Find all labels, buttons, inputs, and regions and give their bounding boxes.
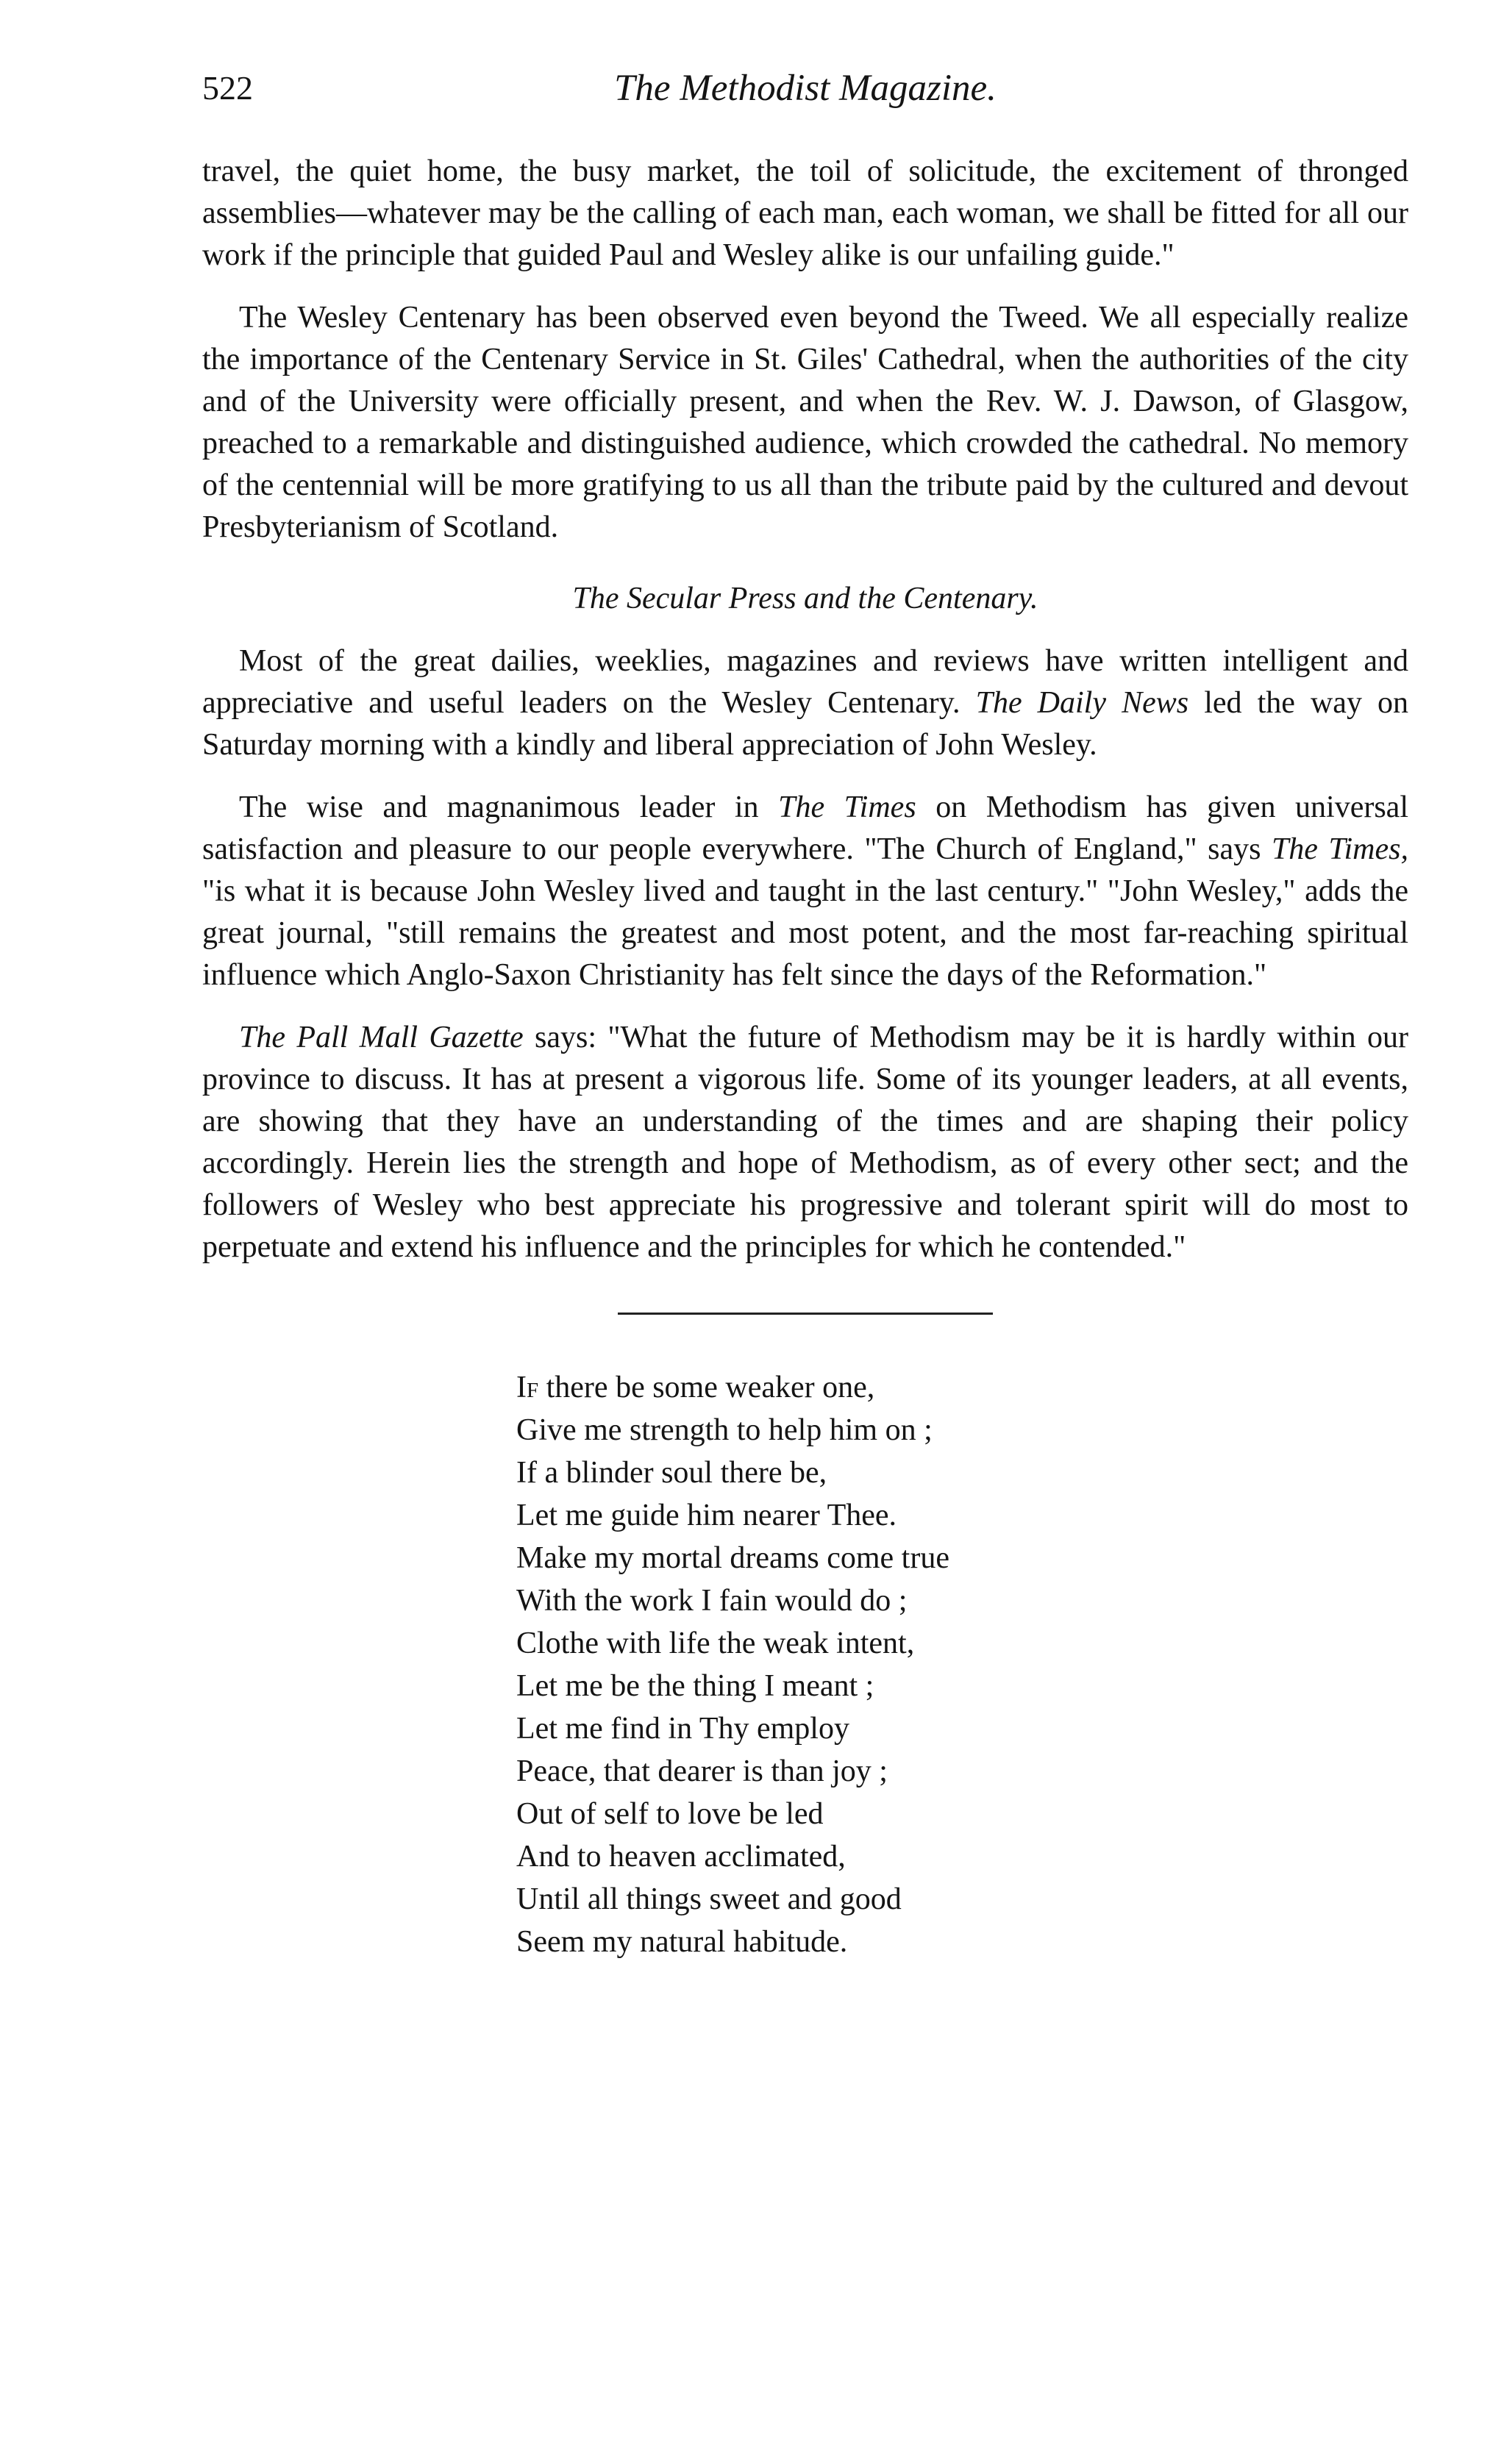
poem-initial-word: If bbox=[516, 1371, 539, 1404]
paragraph-text: led the way on Saturday morning with a kindly and liberal appreciation of John Wesley. bbox=[202, 686, 1409, 762]
paragraph-the-times bbox=[202, 787, 1408, 996]
publication-title: The Times bbox=[778, 790, 916, 824]
running-title: The Methodist Magazine. bbox=[614, 68, 997, 109]
publication-title: The Daily News bbox=[975, 686, 1189, 720]
paragraph-text: on Methodism has given universal satisfaction and pleasure to our people everywhere. "The Church of England," says bbox=[202, 790, 1408, 866]
paragraph-pall-mall-gazette bbox=[202, 1017, 1408, 1268]
poem-line: Seem my natural habitude. bbox=[516, 1925, 848, 1959]
poem-line: Let me find in Thy employ bbox=[516, 1712, 849, 1746]
poem-line: Let me guide him nearer Thee. bbox=[516, 1499, 897, 1532]
poem-line: If a blinder soul there be, bbox=[516, 1456, 827, 1490]
poem-line: Give me strength to help him on ; bbox=[516, 1413, 933, 1447]
poem-line: Peace, that dearer is than joy ; bbox=[516, 1754, 888, 1788]
article-body bbox=[202, 151, 1408, 1963]
poem-line-text: there be some weaker one, bbox=[538, 1371, 875, 1404]
section-heading: The Secular Press and the Centenary. bbox=[572, 582, 1038, 615]
poem-line: Until all things sweet and good bbox=[516, 1882, 902, 1916]
poem-line: Let me be the thing I meant ; bbox=[516, 1669, 874, 1703]
poem-line: Out of self to love be led bbox=[516, 1797, 824, 1831]
paragraph-great-dailies bbox=[202, 640, 1408, 766]
poem-line: With the work I fain would do ; bbox=[516, 1584, 908, 1618]
page-number: 522 bbox=[202, 69, 253, 107]
publication-title: The Pall Mall Gazette bbox=[239, 1021, 524, 1054]
paragraph-text: says: "What the future of Methodism may be it is hardly within our province to discuss. It has at present a vigorous life. Some of its younger leaders, at all events, are showing that they have an understanding of the times and are shaping their policy accordingly. Herein lies the strength and hope of Methodism, as of every other sect; and the followers of Wesley who best appreciate his progressive and tolerant spirit will do most to perpetuate and extend his influence and the principles for which he contended." bbox=[202, 1021, 1408, 1264]
page-header bbox=[202, 66, 1408, 125]
publication-title: The Times, bbox=[1271, 832, 1408, 866]
paragraph-text: Most of the great dailies, weeklies, magazines and reviews have written intelligent and appreciative and useful leaders on the Wesley Centenary. bbox=[202, 644, 1408, 720]
poem bbox=[516, 1366, 1408, 1963]
poem-line: Clothe with life the weak intent, bbox=[516, 1626, 915, 1660]
section-divider bbox=[618, 1313, 993, 1315]
poem-line: Make my mortal dreams come true bbox=[516, 1541, 949, 1575]
paragraph-continuation: travel, the quiet home, the busy market, the toil of solicitude, the excitement of thronged assemblies—whatever may be the calling of each man, each woman, we shall be fitted for all our work if the principle that guided Paul and Wesley alike is our unfailing guide." bbox=[202, 154, 1408, 272]
paragraph-text: "is what it is because John Wesley lived and taught in the last century." "John Wesley," adds the great journal, "still remains the greatest and most potent, and the most far-reaching spiritual influence which Anglo-Saxon Christianity has felt since the days of the Reformation." bbox=[202, 874, 1408, 992]
paragraph-wesley-centenary: The Wesley Centenary has been observed even beyond the Tweed. We all especially realize the importance of the Centenary Service in St. Giles' Cathedral, when the authorities of the city and of the University were officially present, and when the Rev. W. J. Dawson, of Glasgow, preached to a remarkable and distinguished audience, which crowded the cathedral. No memory of the centennial will be more gratifying to us all than the tribute paid by the cultured and devout Presbyterianism of Scotland. bbox=[202, 301, 1408, 544]
paragraph-text: The wise and magnanimous leader in bbox=[239, 790, 759, 824]
poem-line bbox=[516, 1366, 1408, 1409]
poem-line: And to heaven acclimated, bbox=[516, 1840, 846, 1874]
